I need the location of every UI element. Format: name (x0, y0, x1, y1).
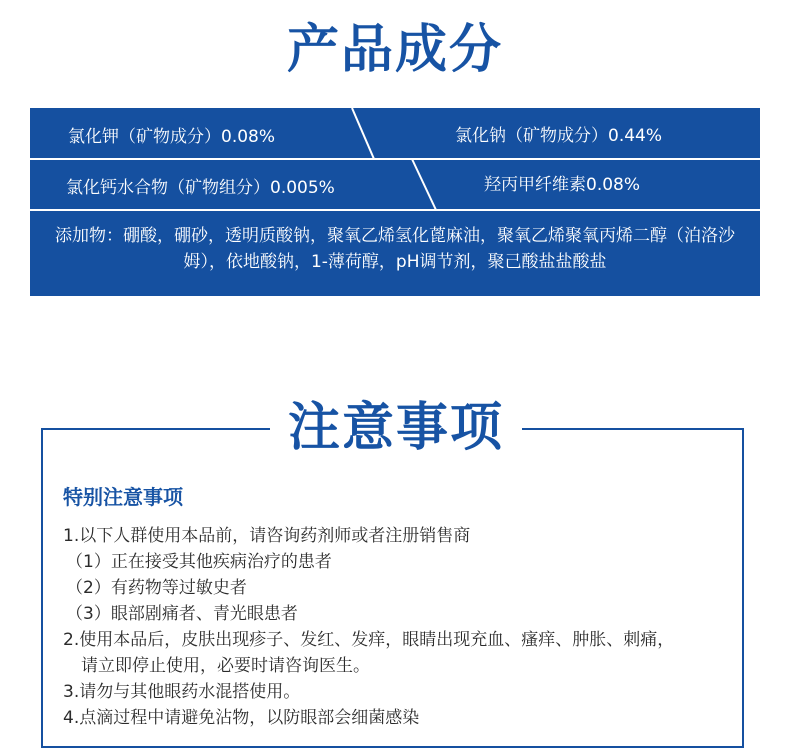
notice-line-2: 2.使用本品后，皮肤出现疹子、发红、发痒，眼睛出现充血、瘙痒、肿胀、刺痛， (63, 630, 675, 650)
notice-line-1: 1.以下人群使用本品前，请咨询药剂师或者注册销售商 (63, 526, 471, 546)
notice-title: 注意事项 (270, 398, 522, 458)
notice-line-1-2: （2）有药物等过敏史者 (66, 578, 247, 598)
notice-line-1-1: （1）正在接受其他疾病治疗的患者 (66, 552, 332, 572)
notice-line-2-cont: 请立即停止使用，必要时请咨询医生。 (81, 656, 370, 676)
product-ingredients-title: 产品成分 (286, 20, 503, 80)
notice-line-3: 3.请勿与其他眼药水混搭使用。 (63, 682, 301, 702)
ingredients-table (30, 108, 760, 296)
ingredient-hypromellose: 羟丙甲纤维素0.08% (484, 175, 641, 195)
diagonal-divider-1 (352, 108, 374, 159)
notice-line-1-3: （3）眼部剧痛者、青光眼患者 (66, 604, 298, 624)
ingredient-calcium-chloride: 氯化钙水合物（矿物组分）0.005% (66, 178, 335, 198)
ingredient-sodium-chloride: 氯化钠（矿物成分）0.44% (455, 126, 663, 146)
ingredient-additives: 添加物：硼酸，硼砂，透明质酸钠，聚氧乙烯氢化蓖麻油，聚氧乙烯聚氧丙烯二醇（泊洛沙姆），依地酸钠，1-薄荷醇，pH调节剂，聚己酸盐盐酸盐 (55, 226, 735, 272)
ingredient-potassium-chloride: 氯化钾（矿物成分）0.08% (68, 127, 276, 147)
notice-line-4: 4.点滴过程中请避免沾物，以防眼部会细菌感染 (63, 708, 420, 728)
special-notice-heading: 特别注意事项 (63, 485, 183, 509)
diagonal-divider-2 (412, 159, 436, 210)
